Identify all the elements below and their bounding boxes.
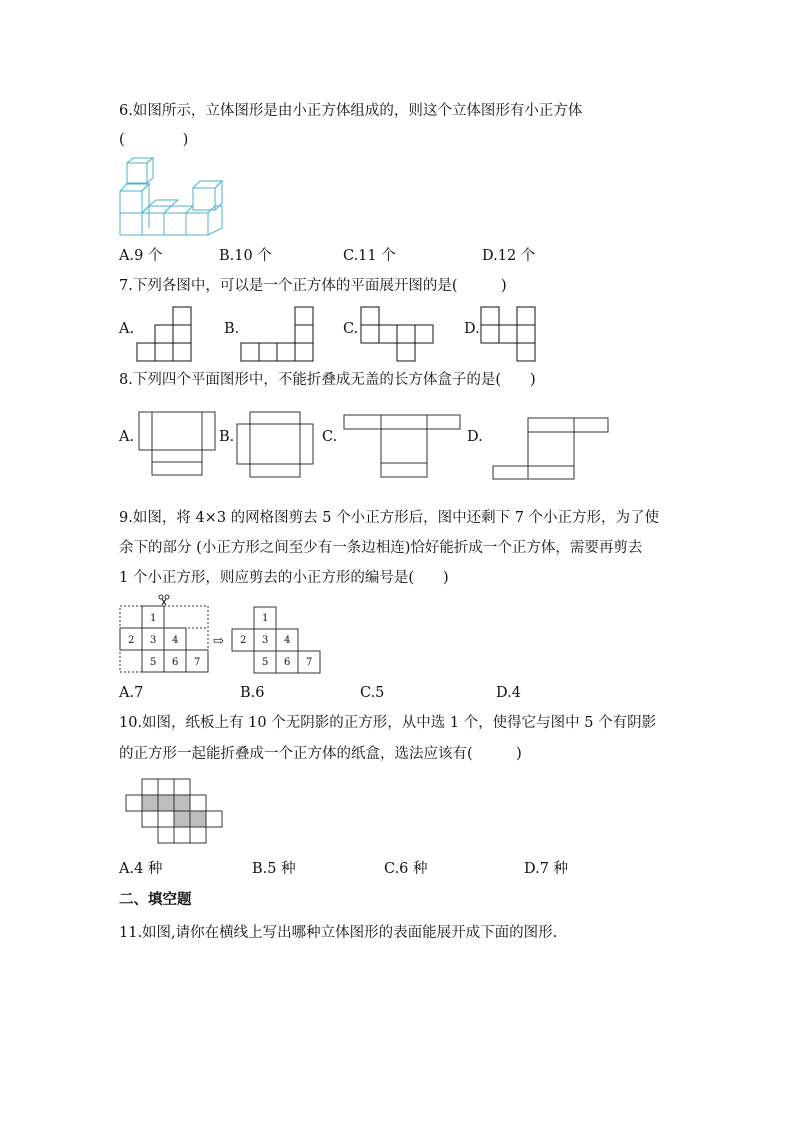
q6-stem-line1: 6.如图所示，立体图形是由小正方体组成的，则这个立体图形有小正方体 (119, 103, 583, 119)
q7-label-c: C. (343, 321, 359, 337)
q6-option-d: D.12 个 (482, 248, 536, 264)
q10-net-figure (124, 778, 224, 858)
q9-option-b: B.6 (240, 685, 265, 701)
q8-label-c: C. (322, 429, 338, 445)
q9-result-cell-1: 1 (262, 613, 269, 624)
q8-net-b (236, 411, 316, 479)
q9-result-cell-7: 7 (306, 657, 313, 668)
q9-option-a: A.7 (119, 685, 144, 701)
q9-arrow-icon: ⇨ (213, 634, 224, 649)
q10-option-d: D.7 种 (524, 861, 569, 877)
q10-option-c: C.6 种 (384, 861, 428, 877)
q9-stem-line1: 9.如图，将 4×3 的网格图剪去 5 个小正方形后，图中还剩下 7 个小正方形，为了使 (119, 510, 660, 526)
q9-grid-cell-6: 6 (172, 657, 179, 668)
q7-net-d (480, 306, 540, 362)
q9-option-d: D.4 (496, 685, 521, 701)
q8-net-c (343, 414, 463, 482)
q9-grid-cell-2: 2 (128, 635, 135, 646)
q9-result-cell-5: 5 (262, 657, 269, 668)
q6-cube-figure (115, 158, 225, 238)
section-title: 二、填空题 (119, 891, 192, 908)
q7-label-b: B. (224, 321, 240, 337)
q9-grid-cell-4: 4 (172, 635, 179, 646)
q8-label-a: A. (119, 429, 135, 445)
q7-label-d: D. (464, 321, 480, 337)
q6-stem-line2: ( ) (119, 132, 189, 148)
q8-label-d: D. (467, 429, 483, 445)
q10-option-b: B.5 种 (252, 861, 296, 877)
q9-result-cell-4: 4 (284, 635, 291, 646)
q8-net-d (492, 417, 612, 481)
q8-stem: 8.下列四个平面图形中，不能折叠成无盖的长方体盒子的是( ) (119, 372, 536, 388)
q9-result-cell-6: 6 (284, 657, 291, 668)
q10-stem-line1: 10.如图，纸板上有 10 个无阴影的正方形，从中选 1 个，使得它与图中 5 个有阴影 (119, 715, 657, 731)
q10-option-a: A.4 种 (119, 861, 163, 877)
q9-result-cell-3: 3 (262, 635, 269, 646)
q8-label-b: B. (219, 429, 235, 445)
q7-stem: 7.下列各图中，可以是一个正方体的平面展开图的是( ) (119, 278, 507, 294)
q6-option-c: C.11 个 (343, 248, 396, 264)
q9-grid-cell-1: 1 (150, 613, 157, 624)
q9-grid-cell-7: 7 (194, 657, 201, 668)
q11-stem: 11.如图,请你在横线上写出哪种立体图形的表面能展开成下面的图形. (119, 925, 558, 941)
q7-net-a (136, 306, 196, 362)
q7-net-c (360, 306, 438, 362)
q6-option-a: A.9 个 (119, 248, 163, 264)
q10-stem-line2: 的正方形一起能折叠成一个正方体的纸盒，选法应该有( ) (119, 746, 522, 762)
q6-option-b: B.10 个 (219, 248, 272, 264)
q8-net-a (138, 411, 218, 477)
q7-net-b (240, 306, 318, 362)
q9-stem-line3: 1 个小正方形，则应剪去的小正方形的编号是( ) (119, 570, 449, 586)
q9-stem-line2: 余下的部分 (小正方形之间至少有一条边相连)恰好能折成一个正方体，需要再剪去 (119, 540, 643, 556)
q9-result-cell-2: 2 (240, 635, 247, 646)
q9-grid-cell-5: 5 (150, 657, 157, 668)
q7-label-a: A. (119, 321, 135, 337)
q9-option-c: C.5 (360, 685, 385, 701)
q9-grid-cell-3: 3 (150, 635, 157, 646)
